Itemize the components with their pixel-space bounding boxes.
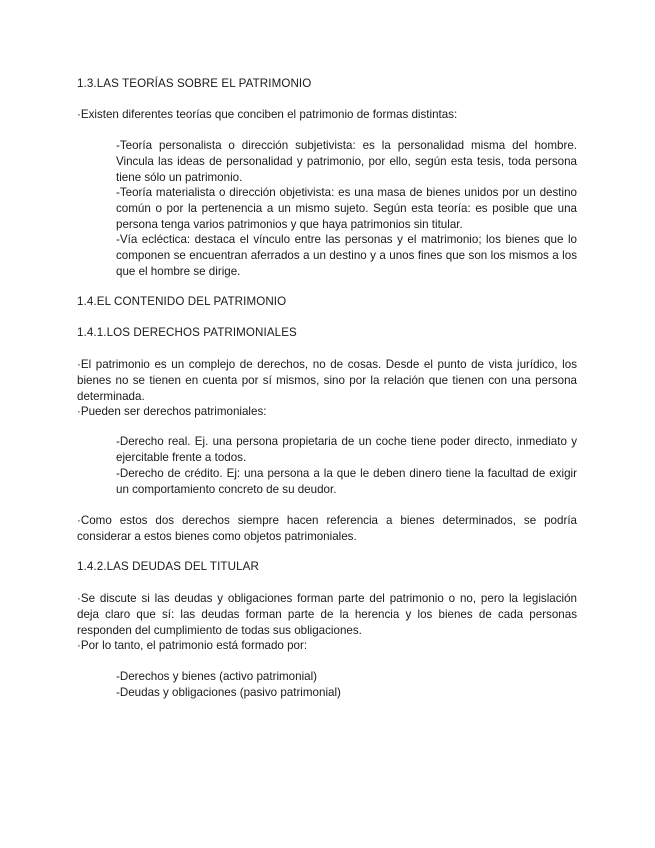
paragraph-objetos-patrimoniales: ·Como estos dos derechos siempre hacen referencia a bienes determinados, se podría considerar a estos bienes como objetos patrimoniales.	[77, 514, 577, 543]
paragraph-por-lo-tanto: ·Por lo tanto, el patrimonio está formado por:	[77, 639, 308, 652]
list-item-derecho-credito: -Derecho de crédito. Ej: una persona a la que le deben dinero tiene la facultad de exigir un comportamiento concreto de su deudor.	[116, 467, 577, 496]
list-item-teoria-materialista: -Teoría materialista o dirección objetivista: es una masa de bienes unidos por un destino común o por la pertenencia a un mismo sujeto. Según esta teoría: es posible que una persona tenga varios patrimonios y que haya patrimonios sin titular.	[116, 186, 577, 231]
list-item-activo: -Derechos y bienes (activo patrimonial)	[116, 670, 318, 683]
list-item-pasivo: -Deudas y obligaciones (pasivo patrimonial)	[116, 686, 341, 699]
section-heading-deudas: 1.4.2.LAS DEUDAS DEL TITULAR	[77, 560, 259, 573]
section-heading-contenido: 1.4.EL CONTENIDO DEL PATRIMONIO	[77, 295, 287, 308]
paragraph-complejo-derechos: ·El patrimonio es un complejo de derechos, no de cosas. Desde el punto de vista jurídico, los bienes no se tienen en cuenta por sí mismos, sino por la relación que tienen con una persona determinada.	[77, 358, 577, 403]
paragraph-deudas-obligaciones: ·Se discute si las deudas y obligaciones forman parte del patrimonio o no, pero la legislación deja claro que sí: las deudas forman parte de la herencia y los bienes de cada personas responden del cumplimiento de todas sus obligaciones.	[77, 592, 577, 637]
list-item-teoria-personalista: -Teoría personalista o dirección subjetivista: es la personalidad misma del hombre. Vincula las ideas de personalidad y patrimonio, por ello, según esta tesis, toda persona tiene sólo un patrimonio.	[116, 139, 577, 184]
paragraph-intro-teorias: ·Existen diferentes teorías que conciben el patrimonio de formas distintas:	[77, 108, 458, 121]
paragraph-pueden-ser: ·Pueden ser derechos patrimoniales:	[77, 405, 267, 418]
section-heading-derechos: 1.4.1.LOS DERECHOS PATRIMONIALES	[77, 326, 297, 339]
list-item-via-eclectica: -Vía ecléctica: destaca el vínculo entre las personas y el matrimonio; los bienes que lo componen se encuentran aferrados a un destino y a unos fines que son los mismos a los que el hombre se dirige.	[116, 233, 577, 278]
section-heading-teorias: 1.3.LAS TEORÍAS SOBRE EL PATRIMONIO	[77, 77, 312, 90]
list-item-derecho-real: -Derecho real. Ej. una persona propietaria de un coche tiene poder directo, inmediato y ejercitable frente a todos.	[116, 435, 577, 464]
